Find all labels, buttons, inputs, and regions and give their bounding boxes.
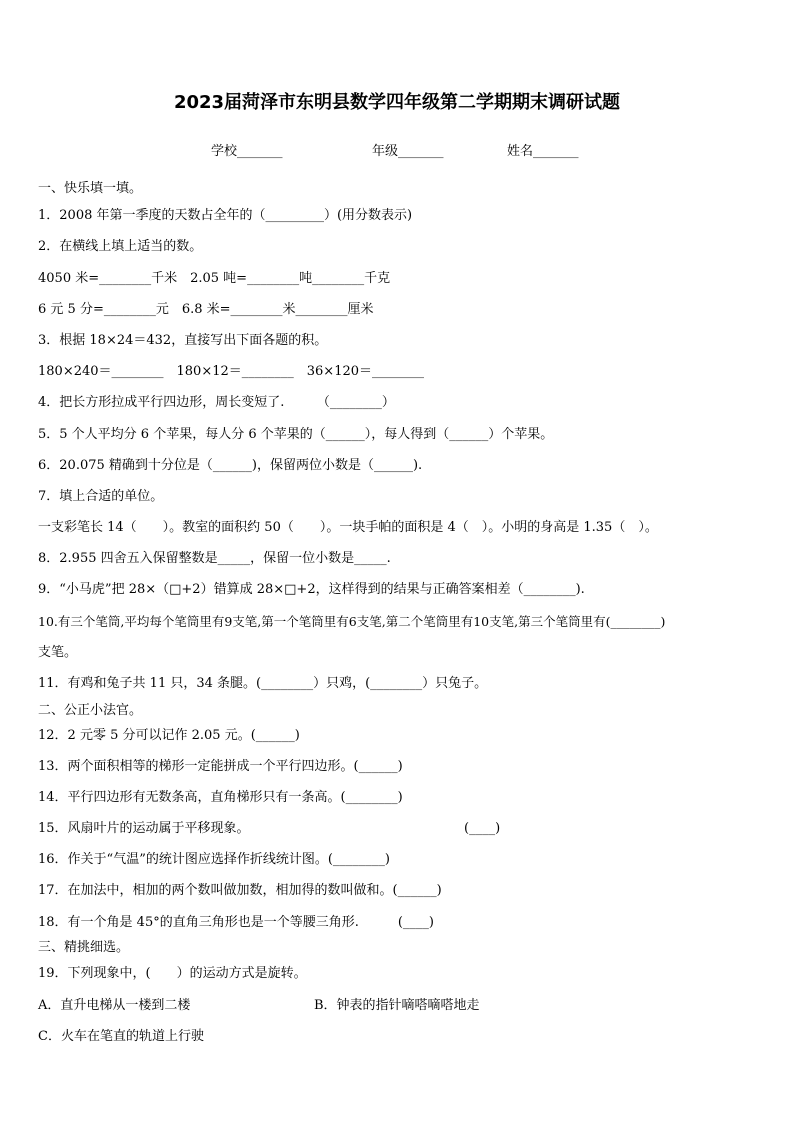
question-16: 16．作关于“气温”的统计图应选择作折线统计图。(________) xyxy=(38,852,390,867)
question-8: 8．2.955 四舍五入保留整数是_____，保留一位小数是_____. xyxy=(38,551,391,566)
question-7: 7．填上合适的单位。 xyxy=(38,489,164,504)
section-heading-fill: 一、快乐填一填。 xyxy=(38,181,143,196)
question-14: 14．平行四边形有无数条高，直角梯形只有一条高。(________) xyxy=(38,790,403,805)
question-1: 1．2008 年第一季度的天数占全年的（_________）(用分数表示) xyxy=(38,208,413,223)
question-10: 10.有三个笔筒,平均每个笔筒里有9支笔,第一个笔筒里有6支笔,第二个笔筒里有10支笔,第三个笔筒里有(________) xyxy=(38,614,666,629)
question-12: 12．2 元零 5 分可以记作 2.05 元。(______) xyxy=(38,728,300,743)
question-15: 15．风扇叶片的运动属于平移现象。 (____) xyxy=(38,821,501,836)
school-field: 学校_______ xyxy=(211,144,283,159)
question-2: 2．在横线上填上适当的数。 xyxy=(38,239,203,254)
question-10-continued: 支笔。 xyxy=(38,645,78,660)
question-6: 6．20.075 精确到十分位是（______)，保留两位小数是（______). xyxy=(38,458,423,473)
question-19: 19．下列现象中，( ）的运动方式是旋转。 xyxy=(38,966,307,981)
question-2-line-b: 6 元 5 分=________元 6.8 米=________米________厘米 xyxy=(38,302,374,317)
name-field: 姓名_______ xyxy=(507,144,579,159)
grade-field: 年级_______ xyxy=(372,144,444,159)
section-heading-judge: 二、公正小法官。 xyxy=(38,703,143,718)
section-heading-choice: 三、精挑细选。 xyxy=(38,940,130,955)
question-3-items: 180×240＝________ 180×12＝________ 36×120＝________ xyxy=(38,364,425,379)
question-9: 9．“小马虎”把 28×（□+2）错算成 28×□+2，这样得到的结果与正确答案相差（________). xyxy=(38,582,585,597)
question-18: 18．有一个角是 45°的直角三角形也是一个等腰三角形. (____) xyxy=(38,915,434,930)
question-4: 4．把长方形拉成平行四边形，周长变短了. （________） xyxy=(38,395,395,410)
question-2-line-a: 4050 米=________千米 2.05 吨=________吨________千克 xyxy=(38,271,391,286)
option-b: B．钟表的指针嘀嗒嘀嗒地走 xyxy=(314,998,480,1013)
exam-title: 2023届菏泽市东明县数学四年级第二学期期末调研试题 xyxy=(173,92,621,113)
option-c: C．火车在笔直的轨道上行驶 xyxy=(38,1029,204,1044)
option-a: A．直升电梯从一楼到二楼 xyxy=(38,998,191,1013)
question-7-items: 一支彩笔长 14（ ）。教室的面积约 50（ ）。一块手帕的面积是 4（ ）。小明的身高是 1.35（ ）。 xyxy=(38,520,658,535)
question-11: 11．有鸡和兔子共 11 只，34 条腿。(________）只鸡，(________）只兔子。 xyxy=(38,676,488,691)
question-3: 3．根据 18×24＝432，直接写出下面各题的积。 xyxy=(38,333,328,348)
question-17: 17．在加法中，相加的两个数叫做加数，相加得的数叫做和。(______) xyxy=(38,883,442,898)
question-5: 5．5 个人平均分 6 个苹果，每人分 6 个苹果的（______），每人得到（______）个苹果。 xyxy=(38,427,554,442)
question-13: 13．两个面积相等的梯形一定能拼成一个平行四边形。(______) xyxy=(38,759,403,774)
